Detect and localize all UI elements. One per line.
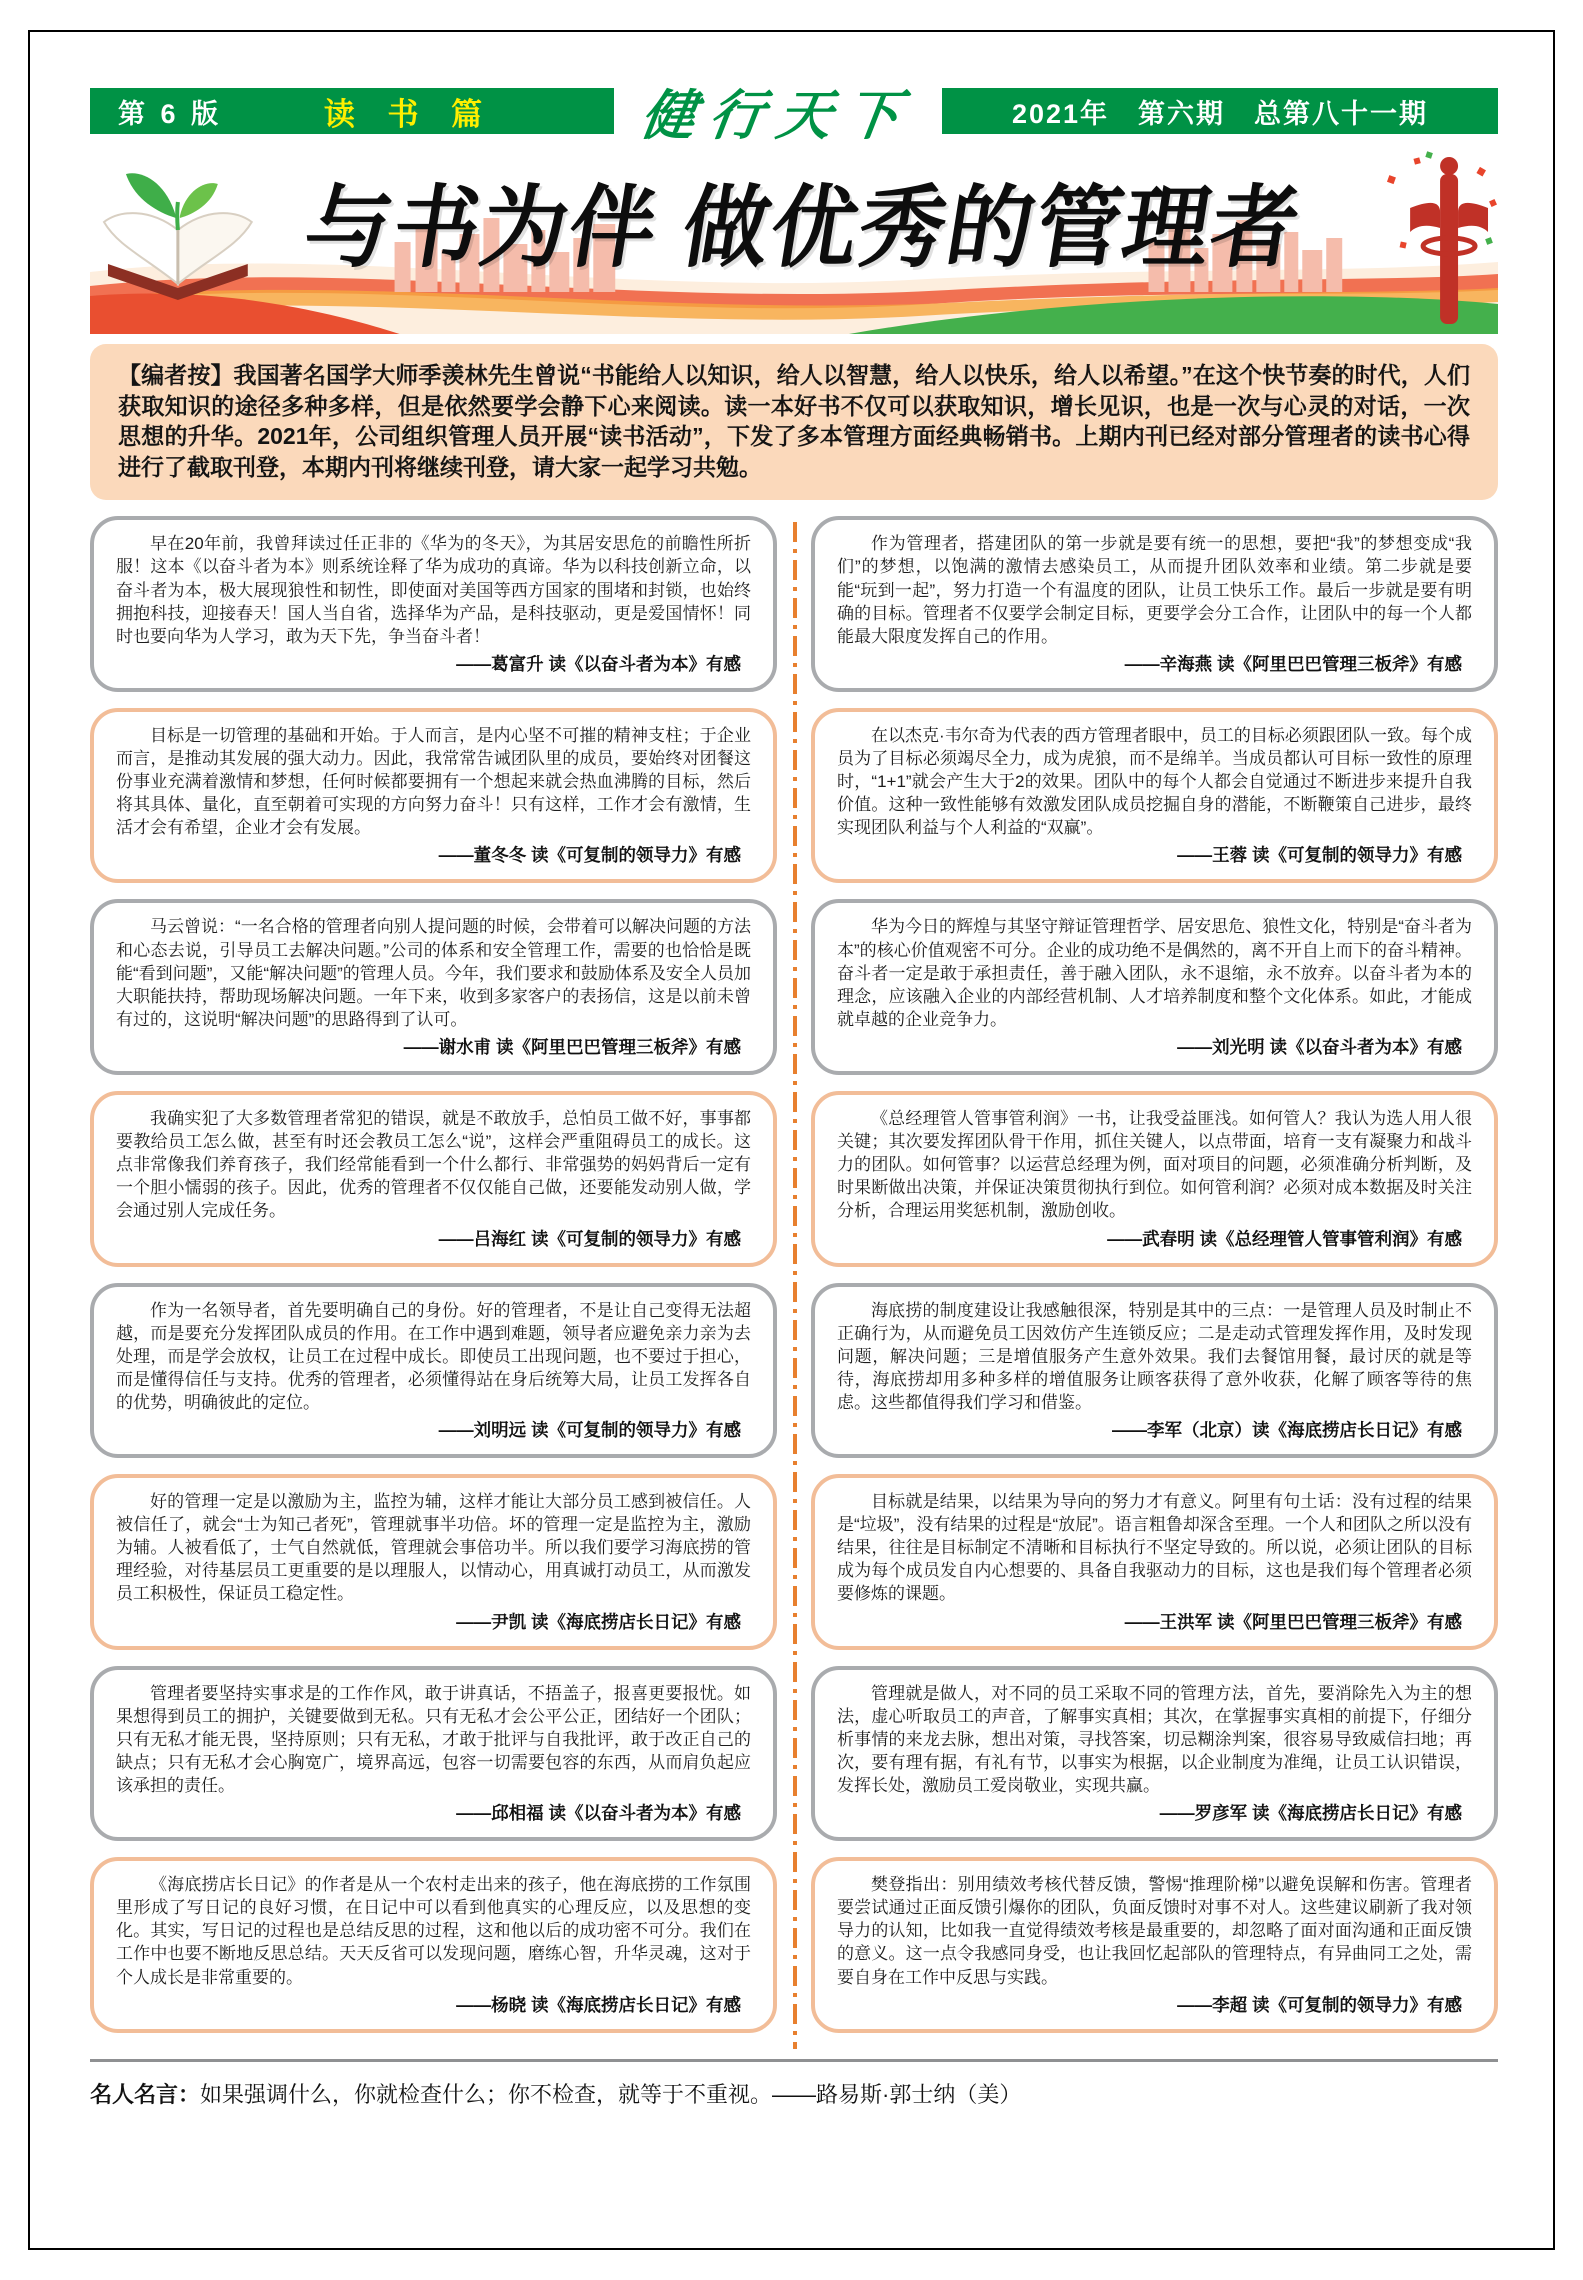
note-body: 《海底捞店长日记》的作者是从一个农村走出来的孩子，他在海底捞的工作氛围里形成了写日记的良好习惯，在日记中可以看到他真实的心理反应，以及思想的变化。其实，写日记的过程也是总结反思的过程，这和他以后的成功密不可分。我们在工作中也要不断地反思总结。天天反省可以发现问题，磨练心智，升华灵魂，这对于个人成长是非常重要的。: [116, 1875, 751, 1987]
reading-note-card: [811, 1283, 1498, 1459]
reading-note-card: [90, 1283, 777, 1459]
reading-notes-right-column: [811, 516, 1498, 2048]
note-body: 目标就是结果，以结果为导向的努力才有意义。阿里有句土话：没有过程的结果是“垃圾”，没有结果的过程是“放屁”。语言粗鲁却深含至理。一个人和团队之所以没有结果，往往是目标制定不清晰和目标执行不坚定导致的。所以说，必须让团队的目标成为每个成员发自内心想要的、具备自我驱动力的目标，这也是我们每个管理者必须要修炼的课题。: [837, 1492, 1472, 1604]
issue-badge: [942, 88, 1498, 134]
note-signature: ——李超 读《可复制的领导力》有感: [1177, 1994, 1462, 2015]
reading-note-card: [811, 516, 1498, 692]
note-body: 目标是一切管理的基础和开始。于人而言，是内心坚不可摧的精神支柱；于企业而言，是推动其发展的强大动力。因此，我常常告诫团队里的成员，要始终对团餐这份事业充满着激情和梦想，任何时候都要拥有一个想起来就会热血沸腾的目标，然后将其具体、量化，直至朝着可实现的方向努力奋斗！只有这样，工作才会有激情，生活才会有希望，企业才会有发展。: [116, 725, 751, 838]
famous-quote-text: 如果强调什么，你就检查什么；你不检查，就等于不重视。——路易斯·郭士纳（美）: [200, 2081, 1022, 2107]
note-signature: ——刘光明 读《以奋斗者为本》有感: [1177, 1036, 1462, 1057]
famous-quote-label: 名人名言：: [90, 2081, 201, 2107]
page-number-label: 第 6 版: [118, 98, 223, 129]
issue-info-label: 2021年 第六期 总第八十一期: [1011, 98, 1429, 129]
footer-divider: [90, 2059, 1498, 2062]
reading-note-card: [811, 1666, 1498, 1842]
note-body: 管理者要坚持实事求是的工作作风，敢于讲真话，不捂盖子，报喜更要报忧。如果想得到员工的拥护，关键要做到无私。只有无私才会公平公正，团结好一个团队；只有无私才能无畏，坚持原则；只有无私，才敢于批评与自我批评，敢于改正自己的缺点；只有无私才会心胸宽广，境界高远，包容一切需要包容的东西，从而肩负起应该承担的责任。: [116, 1683, 751, 1796]
note-signature: ——杨晓 读《海底捞店长日记》有感: [456, 1994, 741, 2015]
reading-note-card: [90, 1474, 777, 1650]
note-body: 作为管理者，搭建团队的第一步就是要有统一的思想，要把“我”的梦想变成“我们”的梦想，以饱满的激情去感染员工，从而提升团队效率和业绩。第二步就是要能“玩到一起”，努力打造一个有温度的团队，让员工快乐工作。最后一步就是要有明确的目标。管理者不仅要学会制定目标，更要学会分工合作，让团队中的每一个人都能最大限度发挥自己的作用。: [837, 534, 1472, 646]
note-signature: ——武春明 读《总经理管人管事管利润》有感: [1107, 1228, 1462, 1249]
note-body: 海底捞的制度建设让我感触很深，特别是其中的三点：一是管理人员及时制止不正确行为，从而避免员工因效仿产生连锁反应；二是走动式管理发挥作用，及时发现问题，解决问题；三是增值服务产生意外效果。我们去餐馆用餐，最讨厌的就是等待，海底捞却用多种多样的增值服务让顾客获得了意外收获，化解了顾客等待的焦虑。这些都值得我们学习和借鉴。: [837, 1300, 1472, 1412]
reading-note-card: [811, 1091, 1498, 1267]
note-body: 我确实犯了大多数管理者常犯的错误，就是不敢放手，总怕员工做不好，事事都要教给员工怎么做，甚至有时还会教员工怎么“说”，这样会严重阻碍员工的成长。这点非常像我们养育孩子，我们经常能看到一个什么都行、非常强势的妈妈背后一定有一个胆小懦弱的孩子。因此，优秀的管理者不仅仅能自己做，还要能发动别人做，学会通过别人完成任务。: [116, 1108, 751, 1221]
famous-quote: [90, 2078, 1498, 2109]
note-body: 在以杰克·韦尔奇为代表的西方管理者眼中，员工的目标必须跟团队一致。每个成员为了目标必须竭尽全力，成为虎狼，而不是绵羊。当成员都认可目标一致性的原理时，“1+1”就会产生大于2的效果。团队中的每个人都会自觉通过不断进步来提升自我价值。这种一致性能够有效激发团队成员挖掘自身的潜能，不断鞭策自己进步，最终实现团队利益与个人利益的“双赢”。: [837, 725, 1472, 838]
editor-note-box: [90, 344, 1498, 500]
reading-notes-section: [90, 516, 1498, 2048]
note-signature: ——邱相福 读《以奋斗者为本》有感: [456, 1803, 741, 1824]
reading-note-card: [90, 899, 777, 1075]
note-signature: ——辛海燕 读《阿里巴巴管理三板斧》有感: [1124, 653, 1462, 674]
reading-note-card: [90, 1666, 777, 1842]
note-body: 好的管理一定是以激励为主，监控为辅，这样才能让大部分员工感到被信任。人被信任了，就会“士为知己者死”，管理就事半功倍。坏的管理一定是监控为主，激励为辅。人被看低了，士气自然就低，管理就会事倍功半。所以我们要学习海底捞的管理经验，对待基层员工更重要的是以理服人，以情动心，用真诚打动员工，从而激发员工积极性，保证员工稳定性。: [116, 1492, 751, 1604]
note-body: 华为今日的辉煌与其坚守辩证管理哲学、居安思危、狼性文化，特别是“奋斗者为本”的核心价值观密不可分。企业的成功绝不是偶然的，离不开自上而下的奋斗精神。奋斗者一定是敢于承担责任，善于融入团队，永不退缩，永不放弃。以奋斗者为本的理念，应该融入企业的内部经营机制、人才培养制度和整个文化体系。如此，才能成就卓越的企业竞争力。: [837, 917, 1472, 1029]
note-signature: ——王蓉 读《可复制的领导力》有感: [1177, 845, 1462, 866]
masthead: [614, 85, 942, 146]
note-body: 早在20年前，我曾拜读过任正非的《华为的冬天》，为其居安思危的前瞻性所折服！这本《以奋斗者为本》则系统诠释了华为成功的真谛。华为以科技创新立命，以奋斗者为本，极大展现狼性和韧性，即使面对美国等西方国家的围堵和封锁，也始终拥抱科技，迎接春天！国人当自省，选择华为产品，是科技驱动，更是爱国情怀！同时也要向华为人学习，敢为天下先，争当奋斗者！: [116, 534, 751, 646]
reading-note-card: [811, 1857, 1498, 2033]
section-title-label: 读 书 篇: [323, 96, 495, 132]
note-signature: ——罗彦军 读《海底捞店长日记》有感: [1159, 1803, 1462, 1824]
note-signature: ——王洪军 读《阿里巴巴管理三板斧》有感: [1124, 1611, 1462, 1632]
banner-title: 与书为伴 做优秀的管理者: [297, 178, 1308, 279]
reading-note-card: [90, 1091, 777, 1267]
reading-note-card: [90, 516, 777, 692]
note-body: 作为一名领导者，首先要明确自己的身份。好的管理者，不是让自己变得无法超越，而是要充分发挥团队成员的作用。在工作中遇到难题，领导者应避免亲力亲为去处理，而是学会放权，让员工在过程中成长。即使员工出现问题，也不要过于担心，而是懂得信任与支持。优秀的管理者，必须懂得站在身后统筹大局，让员工发挥各自的优势，明确彼此的定位。: [116, 1300, 751, 1412]
reading-note-card: [811, 708, 1498, 884]
note-signature: ——葛富升 读《以奋斗者为本》有感: [456, 653, 741, 674]
section-badge: [90, 88, 614, 134]
note-body: 管理就是做人，对不同的员工采取不同的管理方法，首先，要消除先入为主的想法，虚心听取员工的声音，了解事实真相；其次，在掌握事实真相的前提下，仔细分析事情的来龙去脉，想出对策，寻找答案，切忌糊涂判案，很容易导致威信扫地；再次，要有理有据，有礼有节，以事实为根据，以企业制度为准绳，让员工认识错误，发挥长处，激励员工爱岗敬业，实现共赢。: [837, 1683, 1472, 1796]
note-signature: ——谢水甫 读《阿里巴巴管理三板斧》有感: [403, 1036, 741, 1057]
reading-note-card: [811, 1474, 1498, 1650]
note-body: 《总经理管人管事管利润》一书，让我受益匪浅。如何管人？我认为选人用人很关键；其次要发挥团队骨干作用，抓住关键人，以点带面，培育一支有凝聚力和战斗力的团队。如何管事？以运营总经理为例，面对项目的问题，必须准确分析判断，及时果断做出决策，并保证决策贯彻执行到位。如何管利润？必须对成本数据及时关注分析，合理运用奖惩机制，激励创收。: [837, 1108, 1472, 1221]
page-header: [90, 85, 1498, 146]
note-signature: ——董冬冬 读《可复制的领导力》有感: [438, 845, 741, 866]
editor-note-text: 【编者按】我国著名国学大师季羡林先生曾说“书能给人以知识，给人以智慧，给人以快乐，给人以希望。”在这个快节奏的时代，人们获取知识的途径多种多样，但是依然要学会静下心来阅读。读一本好书不仅可以获取知识，增长见识，也是一次与心灵的对话，一次思想的升华。2021年，公司组织管理人员开展“读书活动”，下发了多本管理方面经典畅销书。上期内刊已经对部分管理者的读书心得进行了截取刊登，本期内刊将继续刊登，请大家一起学习共勉。: [118, 362, 1470, 480]
note-signature: ——尹凯 读《海底捞店长日记》有感: [456, 1611, 741, 1632]
note-body: 樊登指出：别用绩效考核代替反馈，警惕“推理阶梯”以避免误解和伤害。管理者要尝试通过正面反馈引爆你的团队，负面反馈时对事不对人。这些建议刷新了我对领导力的认知，比如我一直觉得绩效考核是最重要的，却忽略了面对面沟通和正面反馈的意义。这一点令我感同身受，也让我回忆起部队的管理特点，有异曲同工之处，需要自身在工作中反思与实践。: [837, 1875, 1472, 1987]
note-body: 马云曾说：“一名合格的管理者向别人提问题的时候，会带着可以解决问题的方法和心态去说，引导员工去解决问题。”公司的体系和安全管理工作，需要的也恰恰是既能“看到问题”，又能“解决问题”的管理人员。今年，我们要求和鼓励体系及安全人员加大职能扶持，帮助现场解决问题。一年下来，收到多家客户的表扬信，这是以前未曾有过的，这说明“解决问题”的思路得到了认可。: [116, 917, 751, 1029]
reading-note-card: [90, 1857, 777, 2033]
note-signature: ——李军（北京）读《海底捞店长日记》有感: [1112, 1420, 1462, 1441]
newsletter-page: [90, 85, 1498, 2109]
reading-note-card: [811, 899, 1498, 1075]
column-divider: [793, 522, 797, 2048]
title-banner: [90, 146, 1498, 334]
page-footer: [90, 2059, 1498, 2109]
note-signature: ——吕海红 读《可复制的领导力》有感: [438, 1228, 741, 1249]
masthead-title: 健行天下: [637, 85, 918, 146]
reading-note-card: [90, 708, 777, 884]
note-signature: ——刘明远 读《可复制的领导力》有感: [438, 1420, 741, 1441]
reading-notes-left-column: [90, 516, 777, 2048]
